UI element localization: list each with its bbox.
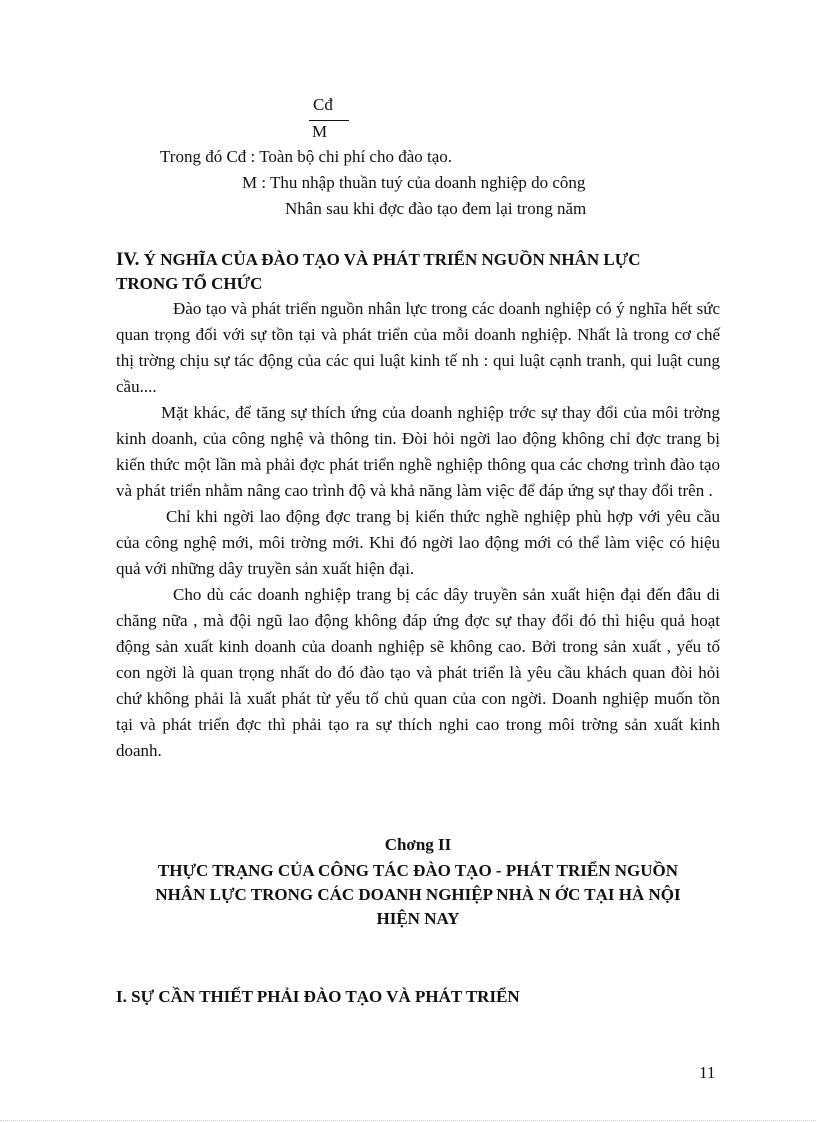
section-iv-title (116, 248, 720, 272)
chapter-title-line3: HIỆN NAY (376, 909, 460, 928)
chapter-title-line1: THỰC TRẠNG CỦA CÔNG TÁC ĐÀO TẠO - PHÁT TRIỂN NGUỒN (157, 861, 679, 880)
section-iv-number: IV. (116, 249, 140, 270)
section-iv-body (116, 296, 720, 764)
section-i-title: I. SỰ CẦN THIẾT PHẢI ĐÀO TẠO VÀ PHÁT TRIỂN (116, 987, 520, 1006)
formula-denominator: M (312, 122, 328, 141)
chapter-title-line2: NHÂN LỰC TRONG CÁC DOANH NGHIỆP NHÀ N ỚC TẠI HÀ NỘI (155, 885, 681, 904)
section-iv-title-line1: Ý NGHĨA CỦA ĐÀO TẠO VÀ PHÁT TRIỂN NGUỒN NHÂN LỰC (143, 250, 641, 269)
page-bottom-divider (0, 1120, 816, 1121)
chapter-label: Chơng II (384, 835, 452, 854)
paragraph-1: Đào tạo và phát triển nguồn nhân lực trong các doanh nghiệp có ý nghĩa hết sức quan trọng đối với sự tồn tại và phát triển của mỗi doanh nghiệp. Nhất là trong cơ chế thị trờng chịu sự tác động của các qui luật kinh tế nh : qui luật cạnh tranh, qui luật cung cầu.... (116, 299, 720, 396)
paragraph-2: Mặt khác, để tăng sự thích ứng của doanh nghiệp trớc sự thay đổi của môi trờng kinh doanh, của công nghệ và thông tin. Đòi hỏi ngời lao động không chỉ đợc trang bị kiến thức một lần mà phải đợc phát triển nghề nghiệp thông qua các chơng trình đào tạo và phát triển nhằm nâng cao trình độ và khả năng làm việc để đáp ứng sự thay đổi trên . (116, 403, 720, 500)
formula-m-line-cont: Nhân sau khi đợc đào tạo đem lại trong năm (285, 199, 587, 218)
section-iv-heading (116, 248, 720, 296)
section-iv-title-line2: TRONG TỔ CHỨC (116, 274, 263, 293)
formula-m-line: M : Thu nhập thuần tuý của doanh nghiệp do công (242, 173, 586, 192)
chapter-heading (116, 833, 720, 931)
formula-where-line: Trong đó Cđ : Toàn bộ chi phí cho đào tạo. (160, 147, 453, 166)
page-number: 11 (699, 1063, 716, 1082)
formula-numerator: Cđ (313, 95, 333, 114)
paragraph-4: Cho dù các doanh nghiệp trang bị các dây truyền sản xuất hiện đại đến đâu di chăng nữa , mà đội ngũ lao động không đáp ứng đợc sự thay đổi đó thì hiệu quả hoạt động sản xuất kinh doanh của doanh nghiệp sẽ không cao. Bởi trong sản xuất , yếu tố con ngời là quan trọng nhất do đó đào tạo và phát triển là yêu cầu khách quan đòi hỏi chứ không phải là xuất phát từ yếu tố chủ quan của con ngời. Doanh nghiệp muốn tồn tại và phát triển đợc thì phải tạo ra sự thích nghi cao trong môi trờng sản xuất kinh doanh. (116, 585, 720, 760)
fraction-bar (309, 120, 349, 121)
paragraph-3: Chỉ khi ngời lao động đợc trang bị kiến thức nghề nghiệp phù hợp với yêu cầu của công nghệ mới, môi trờng mới. Khi đó ngời lao động mới có thể làm việc có hiệu quả với những dây truyền sản xuất hiện đại. (116, 507, 720, 578)
